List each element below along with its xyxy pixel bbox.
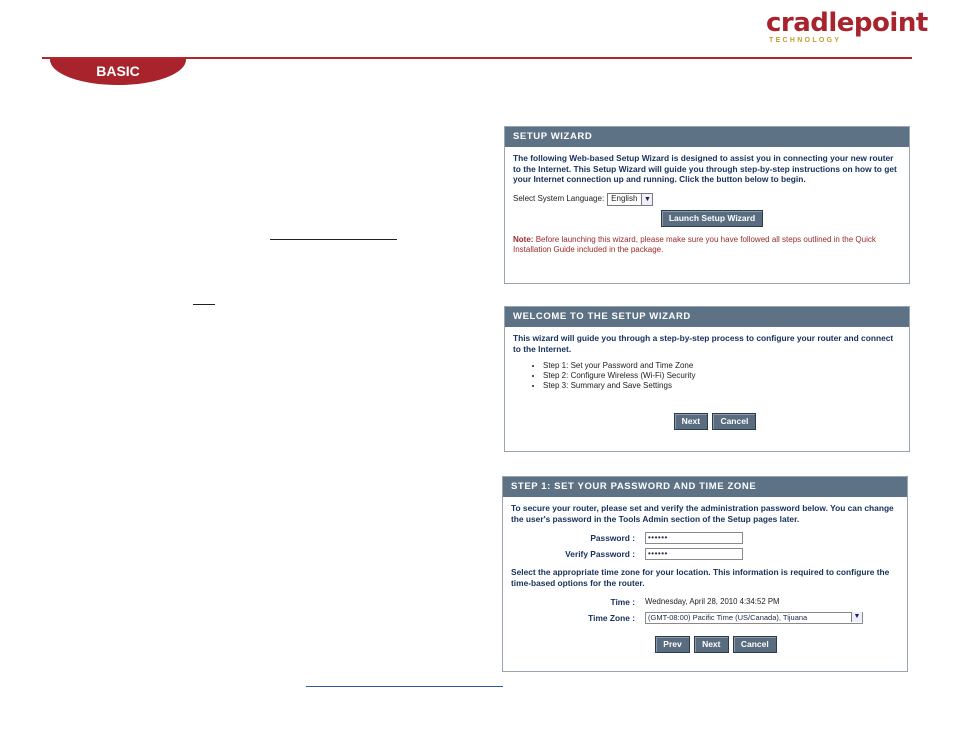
note-text: Before launching this wizard, please make sure you have followed all steps outlined in the Quick Installation Guide included in the package. [513,234,876,254]
welcome-steps-list [513,361,901,391]
note-label: Note: [513,234,534,244]
prev-button[interactable]: Prev [655,636,689,653]
step1-intro: To secure your router, please set and verify the administration password below. You can change the user's password in the Tools Admin section of the Setup pages later. [511,503,894,524]
step1-cancel-button[interactable]: Cancel [733,636,777,653]
left-underline-2 [193,304,215,305]
setup-wizard-header: SETUP WIZARD [505,127,909,147]
logo-subtitle: TECHNOLOGY [769,37,842,44]
welcome-panel [504,306,910,452]
setup-wizard-intro: The following Web-based Setup Wizard is designed to assist you in connecting your new router to the Internet. This Setup Wizard will guide you through step-by-step instructions on how to get your Internet connection up and running. Click the button below to begin. [513,153,897,184]
password-label: Password : [590,532,635,543]
setup-wizard-note [513,235,901,256]
time-row [511,594,899,610]
chevron-down-icon: ▼ [851,612,862,622]
welcome-intro: This wizard will guide you through a step-by-step process to configure your router and connect to the Internet. [513,333,894,354]
language-row [513,193,901,206]
welcome-cancel-button[interactable]: Cancel [712,413,756,430]
setup-wizard-panel [504,126,910,284]
verify-password-row [511,546,899,562]
launch-setup-wizard-button[interactable]: Launch Setup Wizard [661,210,763,227]
time-value: Wednesday, April 28, 2010 4:34:52 PM [645,596,780,606]
verify-password-input[interactable]: •••••• [645,548,743,560]
verify-password-label: Verify Password : [565,548,635,559]
step1-panel [502,476,908,672]
step1-header: STEP 1: SET YOUR PASSWORD AND TIME ZONE [503,477,907,497]
step1-next-button[interactable]: Next [694,636,728,653]
section-tab-basic: BASIC [50,59,186,85]
list-item: • Step 1: Set your Password and Time Zone [543,361,901,371]
timezone-row [511,610,899,626]
welcome-header: WELCOME TO THE SETUP WIZARD [505,307,909,327]
password-row [511,530,899,546]
password-input[interactable]: •••••• [645,532,743,544]
timezone-select[interactable] [645,612,863,624]
language-select-value: English [611,193,638,203]
timezone-select-value: (GMT-08:00) Pacific Time (US/Canada), Tijuana [648,613,808,622]
time-label: Time : [610,596,635,607]
logo-wordmark: cradlepoint [766,8,928,38]
timezone-label: Time Zone : [588,612,635,623]
list-item: • Step 3: Summary and Save Settings [543,381,901,391]
welcome-next-button[interactable]: Next [674,413,708,430]
left-underline-3 [306,686,503,687]
chevron-down-icon: ▼ [641,194,652,205]
left-underline-1 [270,239,397,240]
list-item: • Step 2: Configure Wireless (Wi-Fi) Security [543,371,901,381]
language-label: Select System Language: [513,193,605,203]
timezone-intro: Select the appropriate time zone for your location. This information is required to configure the time-based options for the router. [511,567,890,588]
cradlepoint-logo [766,8,928,44]
language-select[interactable] [607,193,653,206]
